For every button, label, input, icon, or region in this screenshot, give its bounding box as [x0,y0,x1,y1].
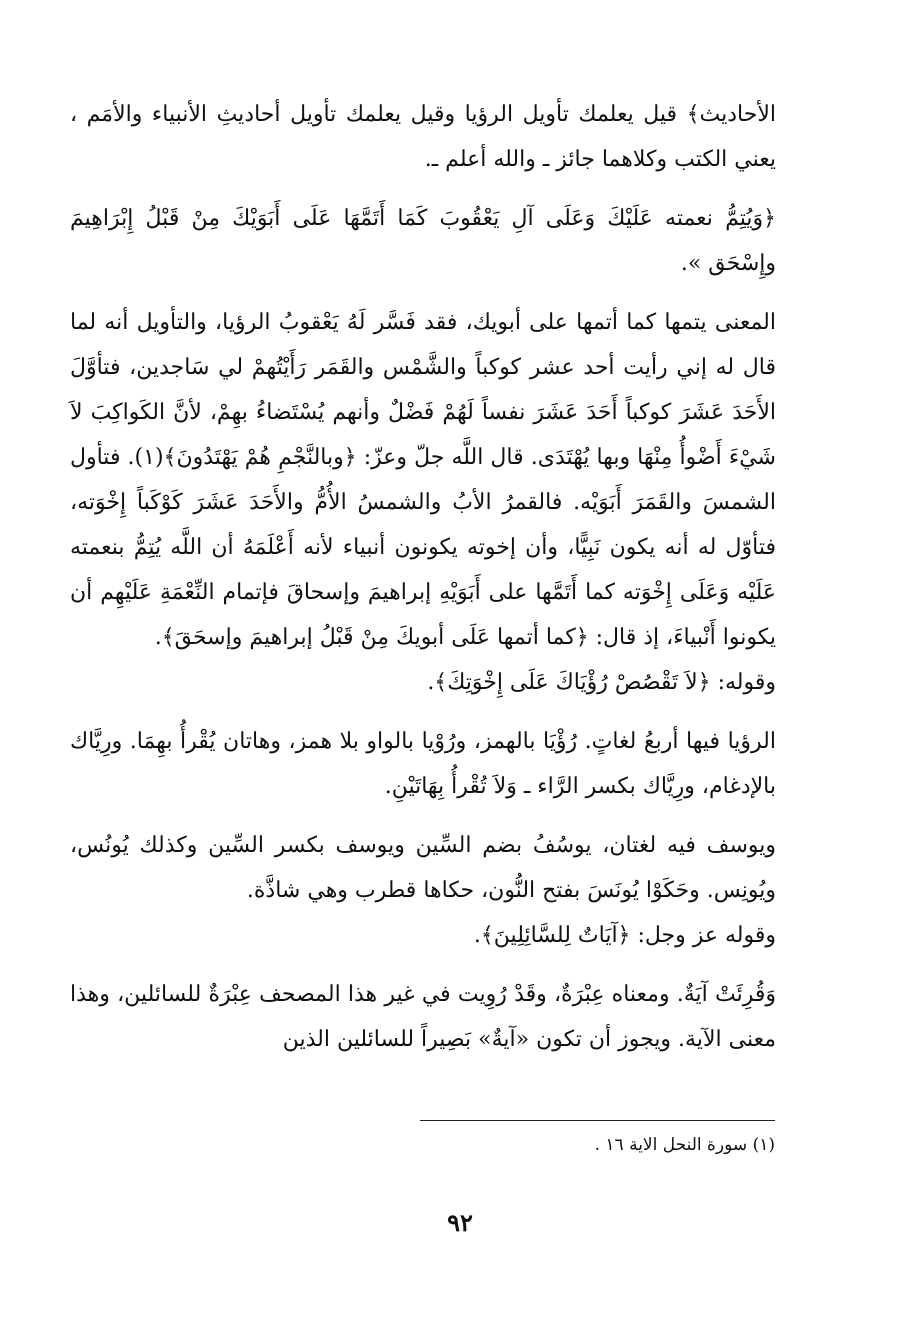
paragraph-quote: وقوله عز وجل: ﴿آيَاتٌ لِلسَّائِلِينَ﴾. [473,923,776,948]
page-number: ٩٢ [447,1208,473,1237]
paragraph: ويوسف فيه لغتان، يوسُفُ بضم السِّين ويوسف بكسر السِّين وكذلك يُونُس، ويُونِس. وحَكَوْا يُونَسَ بفتح النُّون، حكاها قطرب وهي شاذَّة. [70,833,776,903]
paragraph: الأحاديث﴾ قيل يعلمك تأويل الرؤيا وقيل يعلمك تأويل أحاديثِ الأنبياء والأمَم ، يعني الكتب وكلاهما جائز ـ والله أعلم ـ. [70,102,776,172]
paragraph: الرؤيا فيها أربعُ لغاتٍ. رُؤْيَا بالهمز، ورُوْيا بالواو بلا همز، وهاتان يُقْرأُ بهِمَا. ورِيَّاك بالإدغام، ورِيَّاك بكسر الرَّاء ـ وَلاَ تُقْرأُ بِهَاتَيْنِ. [70,729,776,799]
paragraph: المعنى يتمها كما أتمها على أبويك، فقد فَسَّر لَهُ يَعْقوبُ الرؤيا، والتأويل أنه لما قال له إني رأيت أحد عشر كوكباً والشَّمْس والقَمَر رَأَيْتُهمْ لي سَاجدين، فتأوَّلَ الأَحَدَ عَشَرَ كوكباً أَحَدَ عَشَرَ نفساً لَهُمْ فَضْلٌ وأنهم يُسْتَضاءُ بهِمْ، لأنَّ الكَواكِبَ لاَ شَيْءَ أَضْوأُ مِنْهَا وبها يُهْتَدَى. قال اللَّه جلّ وعزّ: ﴿وبالنَّجْمِ هُمْ يَهْتَدُونَ﴾(١). فتأول الشمسَ والقَمَرَ أَبَوَيْه. فالقمرُ الأبُ والشمسُ الأُمُّ والأَحَدَ عَشَرَ كَوْكَباً إِخْوَته، فتأوّل له أنه يكون نَبِيًّا، وأن إخوته يكونون أنبياء لأنه أَعْلَمَهُ أن اللَّه يُتِمُّ بنعمته عَلَيْه وَعَلَى إِخْوَته كما أَتَمَّها على أَبَوَيْهِ إبراهيمَ وإسحاقَ فإتمام النِّعْمَةِ عَلَيْهِم أن يكونوا أَنْبياءَ، إذ قال: ﴿كما أتمها عَلَى أبويكَ مِنْ قَبْلُ إبراهيمَ وإسحَقَ﴾. [70,310,776,650]
footnote-divider [420,1120,775,1121]
main-text-block [70,92,776,1062]
paragraph: وَقُرِئَتْ آيَةٌ. ومعناه عِبْرَةٌ، وقَدْ رُوِيت في غير هذا المصحف عِبْرَةٌ للسائلين، وهذا معنى الآية. ويجوز أن تكون «آيةٌ» بَصِيراً للسائلين الذين [70,982,776,1052]
paragraph-quote: وقوله: ﴿لاَ تَقْصُصْ رُؤْيَاكَ عَلَى إِخْوَتِكَ﴾. [427,670,776,695]
paragraph-quran-verse: ﴿وَيُتِمُّ نعمته عَلَيْكَ وَعَلَى آلِ يَعْقُوبَ كَمَا أَتَمَّهَا عَلَى أَبَوَيْكَ مِنْ قَبْلُ إِبْرَاهِيمَ وإِسْحَق ». [70,206,776,276]
footnote: (١) سورة النحل الاية ١٦ . [594,1135,775,1155]
